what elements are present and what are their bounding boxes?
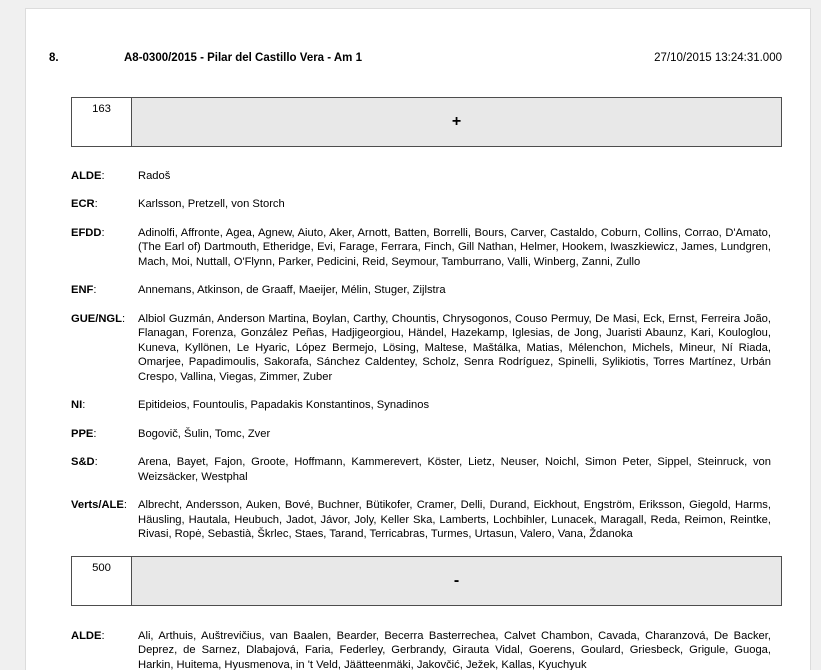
vote-plus-banner: [71, 97, 782, 147]
group-row-alde-against: [71, 629, 771, 670]
group-label: ENF:: [71, 284, 97, 296]
group-label: GUE/NGL:: [71, 312, 126, 325]
group-label: S&D:: [71, 456, 98, 468]
vote-minus-banner: [71, 556, 782, 606]
group-row-ni: [71, 398, 771, 413]
group-names: Radoš: [138, 169, 171, 182]
vote-title: A8-0300/2015 - Pilar del Castillo Vera - Am 1: [124, 52, 362, 64]
group-names: Karlsson, Pretzell, von Storch: [138, 198, 285, 210]
vote-item-number: 8.: [49, 52, 59, 64]
group-label: EFDD:: [71, 226, 105, 239]
group-names: Adinolfi, Affronte, Agea, Agnew, Aiuto, Aker, Arnott, Batten, Borrelli, Bours, Carver, Castaldo, Coburn, Collins, Corrao, D'Amato, (The Earl of) Dartmouth, Etheridge, Evi, Farage, Ferrara, Finch, Gill Nathan, Helmer, Hookem, Iwaszkiewicz, James, Lundgren, Mach, Moi, Nuttall, O'Flynn, Parker, Pedicini, Reid, Seymour, Tamburrano, Valli, Winberg, Zanni, Zullo: [138, 226, 771, 268]
vote-header: [49, 51, 782, 66]
plus-vote-count: 163: [72, 98, 132, 146]
group-label: Verts/ALE:: [71, 499, 127, 511]
vote-timestamp: 27/10/2015 13:24:31.000: [654, 52, 782, 64]
group-names: Annemans, Atkinson, de Graaff, Maeijer, Mélin, Stuger, Zijlstra: [138, 284, 446, 296]
group-names: Bogovič, Šulin, Tomc, Zver: [138, 427, 271, 440]
group-label: ECR:: [71, 198, 98, 210]
minus-symbol: -: [132, 557, 781, 605]
plus-symbol: +: [132, 98, 781, 146]
group-row-verts-ale: [71, 498, 771, 542]
group-row-ppe: [71, 427, 771, 442]
group-label: ALDE:: [71, 169, 105, 182]
group-names: Albrecht, Andersson, Auken, Bové, Buchner, Bütikofer, Cramer, Delli, Durand, Eickhout, Engström, Eriksson, Giegold, Harms, Häusling, Hautala, Heubuch, Jadot, Jávor, Joly, Keller Ska, Lamberts, Lochbihler, Lunacek, Maragall, Reda, Reimon, Reintke, Rivasi, Ropė, Sebastià, Škrlec, Staes, Tarand, Terricabras, Turmes, Urtasun, Valero, Vana, Ždanoka: [138, 499, 771, 540]
group-names: Epitideios, Fountoulis, Papadakis Konstantinos, Synadinos: [138, 399, 430, 411]
group-label: ALDE:: [71, 629, 105, 642]
group-row-ecr: [71, 197, 771, 212]
group-label: PPE:: [71, 427, 97, 440]
plus-group-list: [26, 169, 810, 542]
group-names: Ali, Arthuis, Auštrevičius, van Baalen, Bearder, Becerra Basterrechea, Calvet Chambon, Cavada, Charanzová, De Backer, Deprez, de Sarnez, Dlabajová, Faria, Federley, Gerbrandy, Girauta Vidal, Goerens, Goulard, Griesbeck, Grigule, Guoga, Harkin, Huitema, Hyusmenova, in 't Veld, Jäätteenmäki, Jakovčić, Ježek, Kallas, Kyuchyuk: [138, 629, 771, 670]
group-label: NI:: [71, 399, 86, 411]
group-names: Albiol Guzmán, Anderson Martina, Boylan, Carthy, Chountis, Chrysogonos, Couso Permuy, De Masi, Eck, Ernst, Ferreira João, Flanagan, Forenza, González Peñas, Hadjigeorgiou, Händel, Hazekamp, Iglesias, de Jong, Juaristi Abaunz, Kari, Kouloglou, Kuneva, Kyllönen, Le Hyaric, López Bermejo, Lösing, Maltese, Maštálka, Matias, Mélenchon, Michels, Mineur, Ní Riada, Omarjee, Papadimoulis, Sakorafa, Sánchez Caldentey, Scholz, Senra Rodríguez, Spinelli, Sylikiotis, Torres Martínez, Urbán Crespo, Vallina, Viegas, Zimmer, Zuber: [138, 312, 771, 383]
minus-group-list: [26, 629, 810, 670]
minus-vote-count: 500: [72, 557, 132, 605]
group-row-sd: [71, 455, 771, 484]
document-page: [25, 8, 811, 670]
group-row-enf: [71, 283, 771, 298]
group-row-alde: [71, 169, 771, 184]
group-names: Arena, Bayet, Fajon, Groote, Hoffmann, Kammerevert, Köster, Lietz, Neuser, Noichl, Simon Peter, Sippel, Steinruck, von Weizsäcker, Westphal: [138, 456, 771, 483]
group-row-gue-ngl: [71, 312, 771, 385]
group-row-efdd: [71, 226, 771, 270]
